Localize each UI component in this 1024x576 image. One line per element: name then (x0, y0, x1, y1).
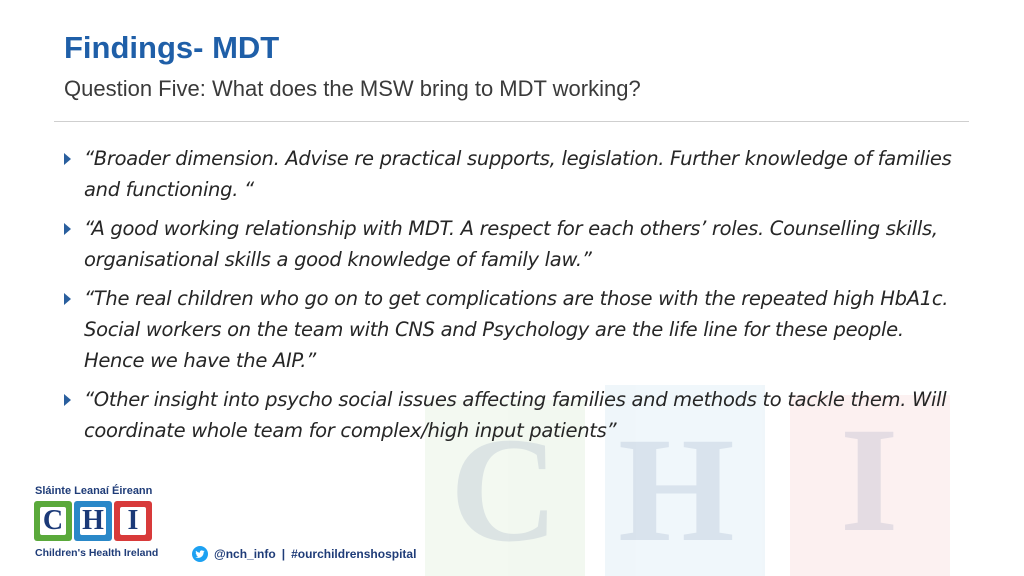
quote-text: “The real children who go on to get complications are those with the repeated high HbA1c. Social workers on the team with CNS and Psychology are the life line for these people. Hence we have the AIP.” (84, 287, 949, 372)
handle-separator: | (281, 547, 286, 561)
triangle-bullet-icon (64, 394, 71, 406)
twitter-icon (192, 546, 208, 562)
logo-blocks (34, 501, 174, 541)
twitter-handle[interactable]: @nch_info (214, 547, 276, 561)
logo-irish-name: Sláinte Leanaí Éireann (35, 485, 153, 497)
quote-text: “Broader dimension. Advise re practical supports, legislation. Further knowledge of families and functioning. “ (84, 147, 952, 201)
quote-text: “Other insight into psycho social issues affecting families and methods to tackle them. Will coordinate whole team for complex/high input patients” (84, 388, 947, 442)
quote-item (62, 283, 967, 376)
chi-logo (34, 485, 174, 559)
title-divider (54, 121, 969, 122)
quote-item (62, 143, 967, 205)
slide-title: Findings- MDT (64, 30, 280, 65)
svg-text:I: I (840, 397, 899, 563)
triangle-bullet-icon (64, 293, 71, 305)
logo-block-c: C (34, 501, 72, 541)
hashtag[interactable]: #ourchildrenshospital (291, 547, 417, 561)
quote-item (62, 384, 967, 446)
logo-english-name: Children's Health Ireland (35, 547, 159, 559)
quote-text: “A good working relationship with MDT. A respect for each others’ roles. Counselling skills, organisational skills a good knowledge of family law.” (84, 217, 938, 271)
quote-list (62, 143, 967, 454)
quote-item (62, 213, 967, 275)
triangle-bullet-icon (64, 153, 71, 165)
triangle-bullet-icon (64, 223, 71, 235)
logo-block-i: I (114, 501, 152, 541)
social-handles (192, 546, 416, 562)
logo-block-h: H (74, 501, 112, 541)
svg-text:C: C (450, 407, 559, 573)
slide-subtitle: Question Five: What does the MSW bring to MDT working? (64, 76, 641, 101)
svg-text:H: H (618, 407, 735, 573)
